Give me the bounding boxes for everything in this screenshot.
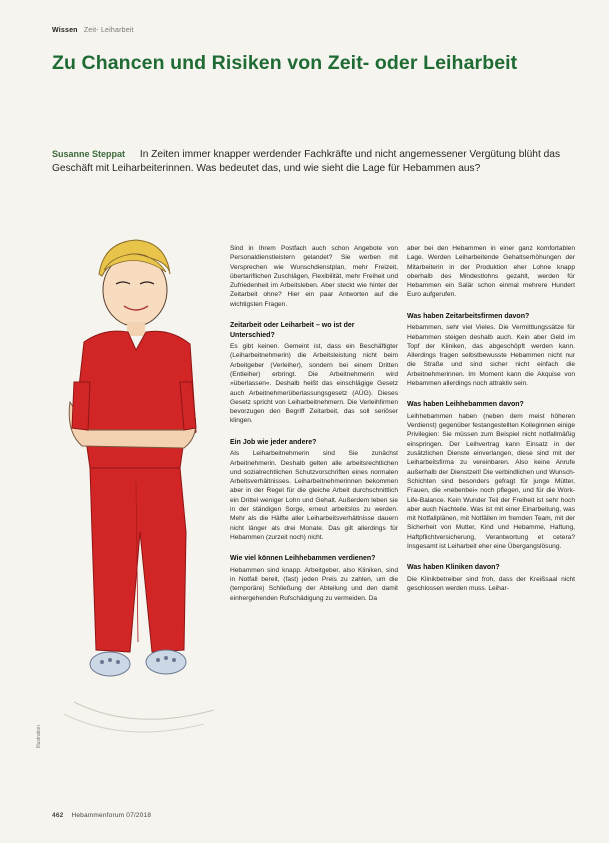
- body-paragraph: aber bei den Hebammen in einer ganz komfortablen Lage. Werden Leiharbeitende Gehaltserhöhungen der Mitarbeiterin in der Produktion eher Lohne knapp oberhalb des Mindestlohns gezahlt, werden für Hebammen ein Salär schon einmal mehrere Hundert Euro aufgerufen.: [407, 245, 575, 299]
- body-paragraph: Als Leiharbeitnehmerin sind Sie zunächst Arbeitnehmerin. Deshalb gelten alle arbeitsrechtlichen und sozialrechtlichen Schutzvorschriften eines normalen Arbeitsverhältnisses. Leiharbeitnehmerinnen bekommen aber in der Regel für die gleiche Arbeit durchschnittlich ein Drittel weniger Lohn und Gehalt. Außerdem leben sie in der ständigen Sorge, erneut arbeitslos zu werden. Mehr als die Hälfte aller Leiharbeitsverhältnisse dauern nicht länger als drei Monate. Das gilt allerdings für Hebammen (zurzeit noch) nicht.: [230, 450, 398, 541]
- page-footer: [52, 812, 151, 819]
- article-title: Zu Chancen und Risiken von Zeit- oder Leiharbeit: [52, 52, 518, 74]
- rubric-topic: Zeit- Leiharbeit: [83, 27, 134, 34]
- illustration-credit: Illustration: [36, 725, 42, 748]
- author-name: Susanne Steppat: [52, 149, 126, 159]
- body-paragraph: Es gibt keinen. Gemeint ist, dass ein Beschäftigter (Leiharbeitnehmerin) die Arbeitsleistung nicht beim Arbeitgeber (Verleiher), sondern bei einem Dritten (Entleiher) erbringt. Die Arbeitnehmerin wird »überlassen«. Deshalb heißt das einschlägige Gesetz auch Arbeitnehmerüberlassungsgesetz (AÜG). Dieses Gesetz spricht von Leiharbeitnehmern. Die Verleihfirmen bevorzugen den Begriff Zeitarbeit, das soll seriöser klingen.: [230, 343, 398, 425]
- subheading: Ein Job wie jeder andere?: [230, 438, 317, 446]
- page-number: 462: [52, 812, 64, 819]
- body-paragraph: Hebammen, sehr viel Vieles. Die Vermittlungssätze für Hebammen steigen deshalb auch. Kein aber Geld im Topf der Kliniken, das abgeschöpft werden kann. Allerdings fragen selbstbewusste Hebammen nicht nur die Straße und sind sicher nicht einfach die Arbeitnehmerinnen. Im Moment kann die Akquise von Hebammen allerdings noch attraktiv sein.: [407, 324, 575, 388]
- subheading: Was haben Kliniken davon?: [407, 564, 500, 572]
- journal-name: Hebammenforum 07/2018: [71, 812, 152, 819]
- subheading: Wie viel können Leihhebammen verdienen?: [230, 555, 376, 563]
- body-paragraph: Hebammen sind knapp. Arbeitgeber, also Kliniken, sind in Notfall bereit, (fast) jeden Preis zu zahlen, um die (temporäre) Schließung der Abteilung und den damit einhergehenden Rufschädigung zu vermeiden. Da: [230, 566, 398, 602]
- article-column-2: [407, 244, 575, 601]
- body-paragraph: Die Klinikbetreiber sind froh, dass der Kreißsaal nicht geschlossen werden muss. Leihar-: [407, 575, 575, 593]
- intro-paragraph: Sind in Ihrem Postfach auch schon Angebote von Personaldienstleistern gelandet? Sie werben mit Versprechen wie Wunschdienstplan, mehr Freizeit, übertariflichen Zuschlägen, Flexibilität, mehr Freiheit und Zufriedenheit im Arbeitsleben. Aber steckt wie hinter der Zeitarbeit ohne? Hier ein paar Antworten auf die wichtigsten Fragen.: [230, 245, 398, 308]
- lede-text: In Zeiten immer knapper werdender Fachkräfte und nicht angemessener Vergütung blüht das Geschäft mit Leiharbeiterinnen. Was bedeutet das, und wie sieht die Lage für Hebammen aus?: [52, 149, 561, 174]
- rubric-section: Wissen: [52, 27, 78, 34]
- midwife-illustration: [44, 232, 222, 752]
- rubric: [52, 27, 134, 34]
- body-paragraph: Leihhebammen haben (neben dem meist höheren Verdienst) gegenüber festangestellten Kolleginnen einige Privilegien: Sie müssen zum Beispiel nicht notfallmäßig einspringen. Der Leihvertrag kann Einsatz in der zusätzlichen Dienste einverlangen, diese sind mit der Leiharbeitsfirma zu vereinbaren. Also keine Anrufe außerhalb der Dienstzeit! Die verbindlichen und Wunsch-Schichten sind besonders gefragt für junge Mütter, Frauen, die »nebenbei« noch pflegen, und für die Work-Life-Balance. Kein Wunder Teil der Freiheit ist sehr hoch aber auch Nachteile. Was ist mit einer Einarbeitung, was mit Notfallplänen, mit Notfällen im fremden Team, mit der Sicherheit von Mutter, Kind und Hebamme, Haftung, Haftpflichtversicherung, Verantwortung et cetera? Insgesamt ist Leiharbeit eher eine Übergangslösung.: [407, 412, 575, 551]
- subheading: Zeitarbeit oder Leiharbeit – wo ist der Unterschied?: [230, 322, 355, 339]
- article-lede: [52, 147, 572, 176]
- article-column-1: [230, 244, 398, 611]
- subheading: Was haben Leihhebammen davon?: [407, 401, 524, 409]
- subheading: Was haben Zeitarbeitsfirmen davon?: [407, 312, 530, 320]
